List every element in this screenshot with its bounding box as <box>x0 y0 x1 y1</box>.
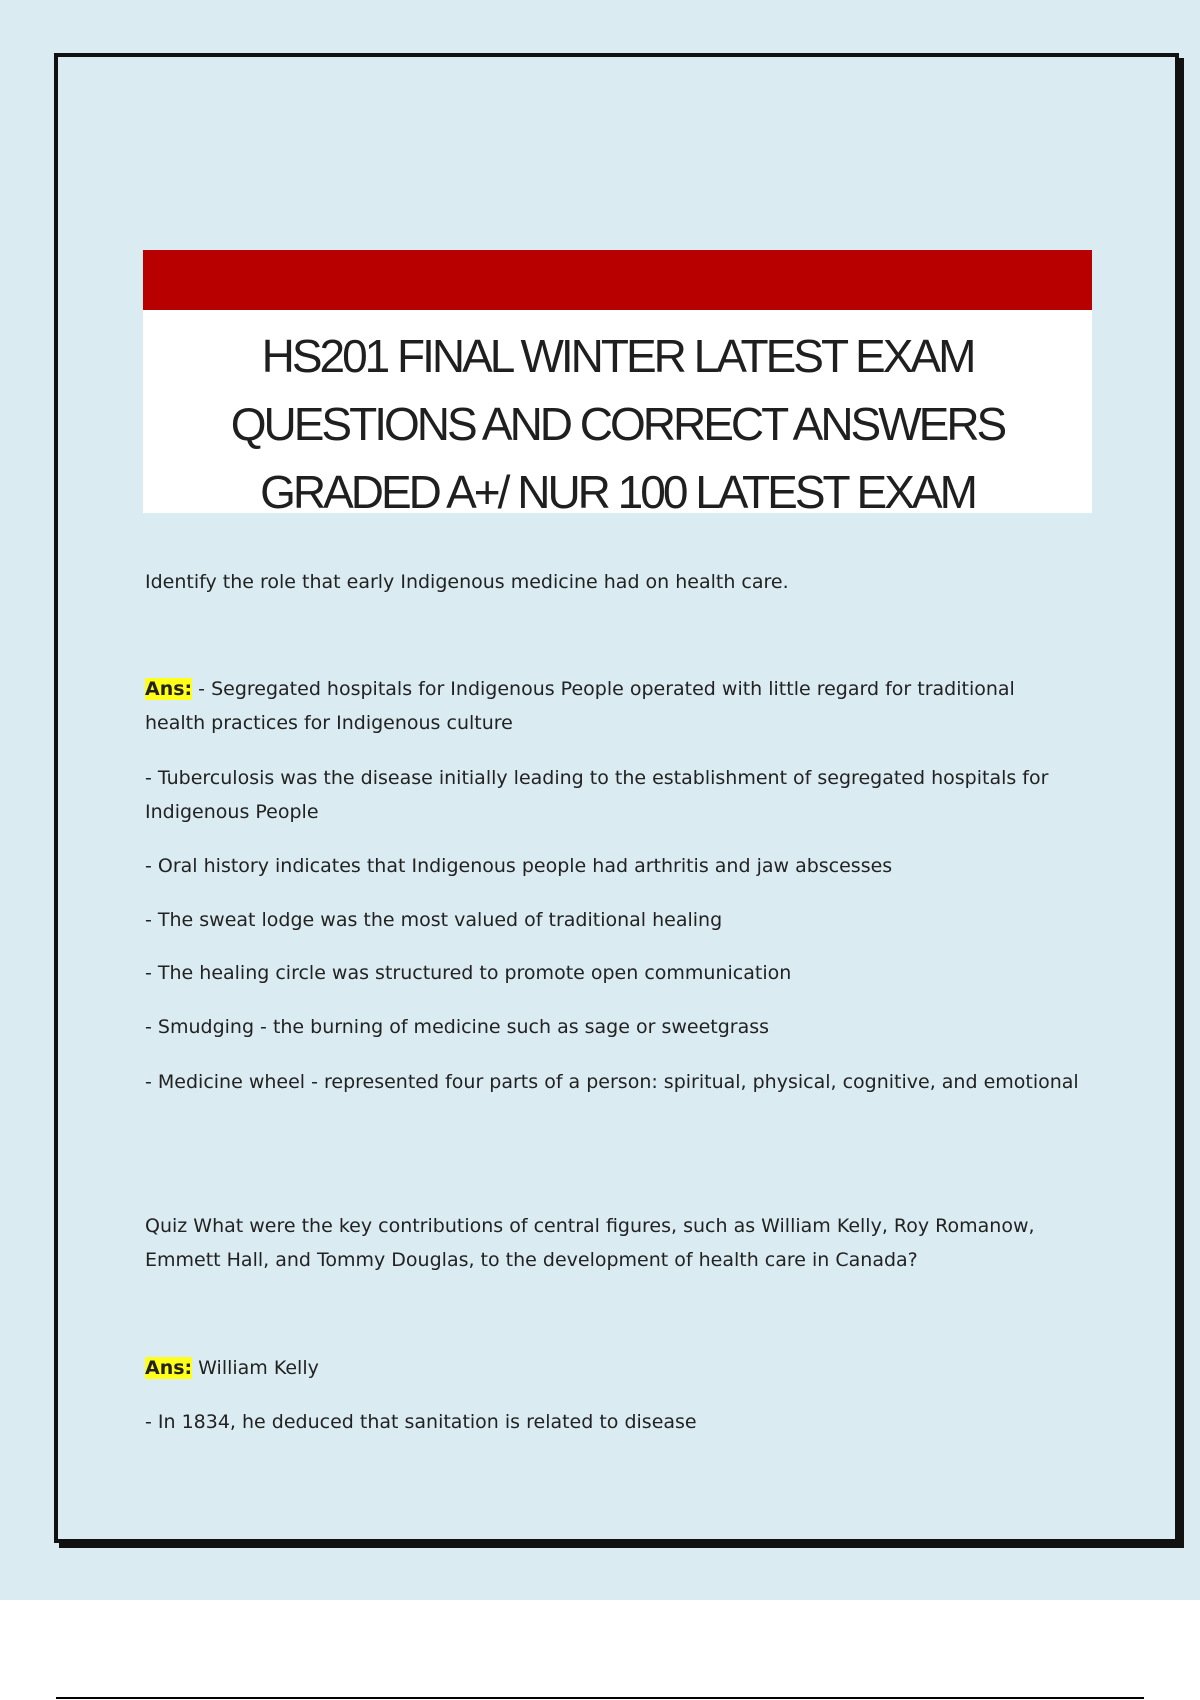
answer-point: - The healing circle was structured to promote open communication <box>145 962 792 984</box>
answer-2-first-line: William Kelly <box>192 1357 319 1379</box>
answer-point: - Tuberculosis was the disease initially leading to the establishment of segregated hospitals for Indigenous People <box>145 767 1049 823</box>
title-red-bar <box>143 250 1092 310</box>
answer-1-first-line: - Segregated hospitals for Indigenous People operated with little regard for traditional health practices for Indigenous culture <box>145 678 1015 734</box>
answer-point: - Oral history indicates that Indigenous people had arthritis and jaw abscesses <box>145 855 893 877</box>
ans-label: Ans: <box>145 678 193 700</box>
footer-rule <box>56 1697 1144 1699</box>
answer-point: - Smudging - the burning of medicine such as sage or sweetgrass <box>145 1016 770 1038</box>
title-banner <box>143 250 1092 518</box>
answer-point: - In 1834, he deduced that sanitation is related to disease <box>145 1411 697 1433</box>
document-title: HS201 FINAL WINTER LATEST EXAM QUESTIONS AND CORRECT ANSWERS GRADED A+/ NUR 100 LATEST EXAM <box>230 330 1005 518</box>
question-1-text: Identify the role that early Indigenous medicine had on health care. <box>145 571 789 593</box>
answer-point: - The sweat lodge was the most valued of traditional healing <box>145 909 723 931</box>
question-1-answer <box>145 672 1080 740</box>
answer-point: - Medicine wheel - represented four parts of a person: spiritual, physical, cognitive, and emotional <box>145 1071 1079 1093</box>
ans-label: Ans: <box>145 1357 193 1379</box>
question-2-answer <box>145 1351 1080 1385</box>
question-2-text: Quiz What were the key contributions of central figures, such as William Kelly, Roy Romanow, Emmett Hall, and Tommy Douglas, to the development of health care in Canada? <box>145 1215 1035 1271</box>
